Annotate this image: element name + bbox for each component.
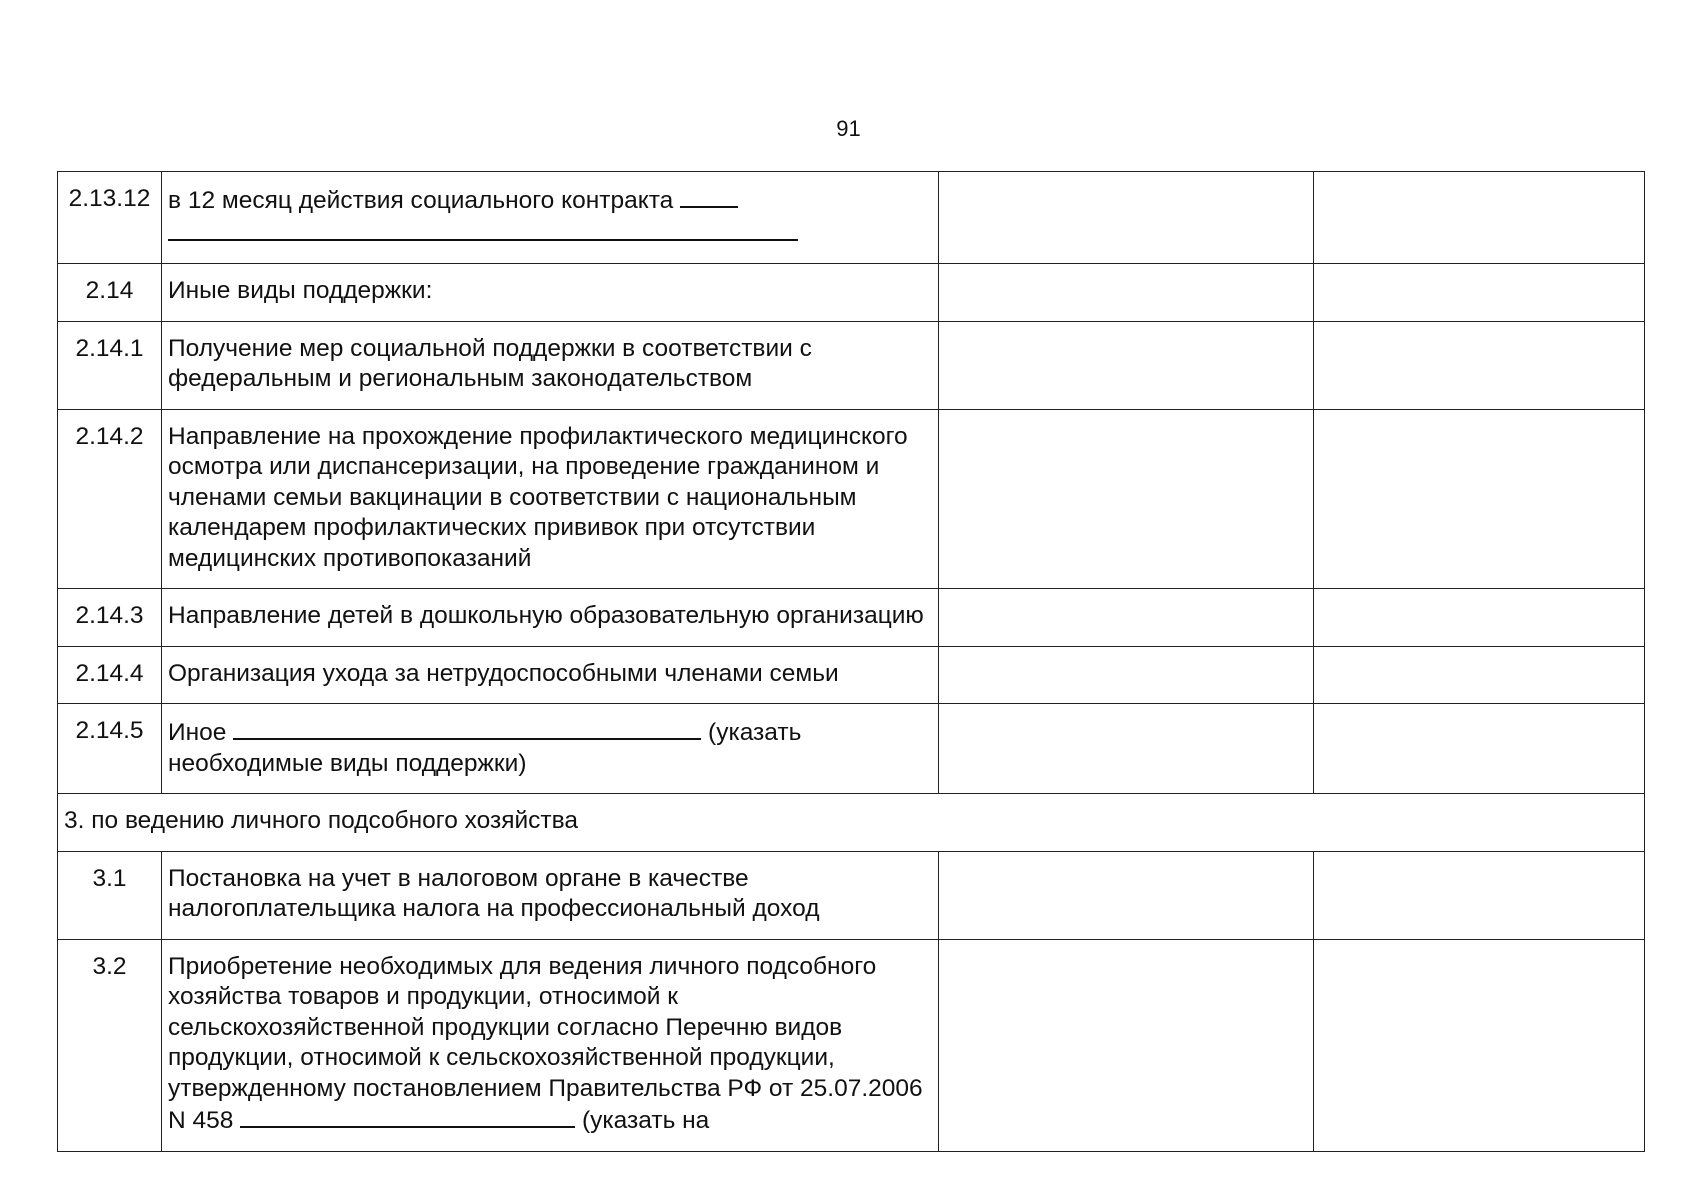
row-number-cell: 2.14.3 (58, 589, 162, 647)
section-heading: 3. по ведению личного подсобного хозяйства (58, 794, 1645, 852)
table-row (58, 409, 1645, 589)
table-row (58, 172, 1645, 264)
empty-cell (939, 589, 1314, 647)
table-row (58, 646, 1645, 704)
empty-cell (1314, 589, 1645, 647)
row-number-cell: 3.1 (58, 851, 162, 939)
empty-cell (1314, 939, 1645, 1151)
row-text-cell: Иные виды поддержки: (162, 264, 939, 322)
empty-cell (1314, 704, 1645, 794)
blank-line (233, 716, 701, 740)
row-text-continued: (указать на (582, 1107, 710, 1134)
row-number-cell: 3.2 (58, 939, 162, 1151)
blank-line (240, 1104, 575, 1128)
empty-cell (1314, 172, 1645, 264)
row-number-cell: 2.14.5 (58, 704, 162, 794)
row-text-cell: Постановка на учет в налоговом органе в качестве налогоплательщика налога на профессиональный доход (162, 851, 939, 939)
support-measures-table (57, 171, 1645, 1152)
page-number: 91 (836, 116, 861, 141)
table-row (58, 704, 1645, 794)
row-text-cell: Организация ухода за нетрудоспособными членами семьи (162, 646, 939, 704)
row-text: Иное (168, 719, 227, 746)
table-row (58, 321, 1645, 409)
row-number-cell: 2.14.1 (58, 321, 162, 409)
row-text-cell: Направление на прохождение профилактического медицинского осмотра или диспансеризации, на проведение гражданином и членами семьи вакцинации в соответствии с национальным календарем профилактических прививок при отсутствии медицинских противопоказаний (162, 409, 939, 589)
empty-cell (1314, 409, 1645, 589)
empty-cell (939, 264, 1314, 322)
row-number-cell: 2.14.2 (58, 409, 162, 589)
row-text-cell (162, 939, 939, 1151)
empty-cell (939, 409, 1314, 589)
empty-cell (1314, 851, 1645, 939)
row-text: Приобретение необходимых для ведения личного подсобного хозяйства товаров и продукции, относимой к сельскохозяйственной продукции согласно Перечню видов продукции, относимой к сельскохозяйственной продукции, утвержденному постановлением Правительства РФ от 25.07.2006 N 458 (168, 952, 923, 1134)
empty-cell (939, 321, 1314, 409)
table-row (58, 939, 1645, 1151)
empty-cell (939, 851, 1314, 939)
row-number-cell: 2.14 (58, 264, 162, 322)
row-text-continued: (указать необходимые виды поддержки) (168, 719, 802, 777)
table-row (58, 264, 1645, 322)
row-number-cell: 2.14.4 (58, 646, 162, 704)
row-text-cell (162, 172, 939, 264)
row-text-cell: Направление детей в дошкольную образовательную организацию (162, 589, 939, 647)
blank-line (680, 184, 738, 208)
blank-line (168, 217, 798, 241)
empty-cell (939, 939, 1314, 1151)
empty-cell (1314, 321, 1645, 409)
table-row (58, 851, 1645, 939)
section-row (58, 794, 1645, 852)
row-text: в 12 месяц действия социального контракта (168, 187, 674, 214)
row-text-cell: Получение мер социальной поддержки в соответствии с федеральным и региональным законодательством (162, 321, 939, 409)
empty-cell (939, 172, 1314, 264)
table-row (58, 589, 1645, 647)
row-text-cell (162, 704, 939, 794)
row-number-cell: 2.13.12 (58, 172, 162, 264)
empty-cell (939, 646, 1314, 704)
empty-cell (1314, 646, 1645, 704)
empty-cell (1314, 264, 1645, 322)
empty-cell (939, 704, 1314, 794)
